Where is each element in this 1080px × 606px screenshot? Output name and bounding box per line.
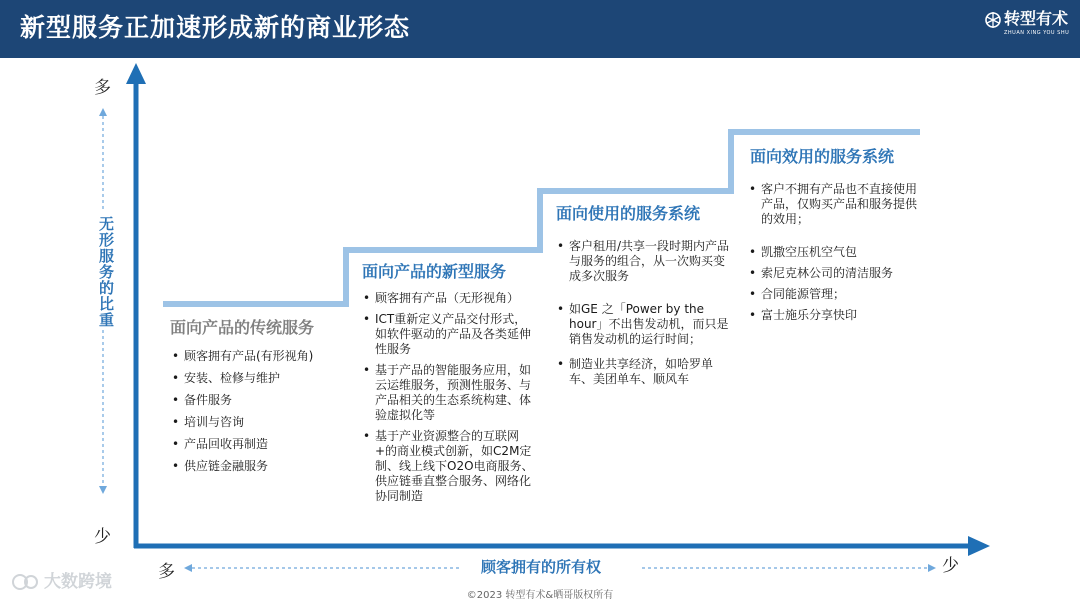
stage-2-title: 面向产品的新型服务 (362, 262, 507, 281)
x-dashed-arrow-right (928, 564, 936, 572)
list-item: • 培训与咨询 (170, 415, 345, 430)
list-item: • 客户不拥有产品也不直接使用产品，仅购买产品和服务提供的效用； (747, 182, 923, 227)
stage-4-list (747, 182, 923, 329)
stage-2-list (361, 291, 537, 510)
x-axis-right-label: 少 (942, 556, 959, 576)
y-axis-bottom-label: 少 (94, 527, 111, 547)
page-title: 新型服务正加速形成新的商业形态 (20, 13, 411, 42)
list-item: • 基于产业资源整合的互联网+的商业模式创新，如C2M定制、线上线下O2O电商服务、供应链垂直整合服务、网络化协同制造 (361, 429, 537, 504)
list-item: • ICT重新定义产品交付形式，如软件驱动的产品及各类延伸性服务 (361, 312, 537, 357)
copyright-text: ©2023 转型有术&晒哥版权所有 (466, 590, 614, 601)
list-item: • 顾客拥有产品（无形视角） (361, 291, 537, 306)
list-item: • 产品回收再制造 (170, 437, 345, 452)
logo-text: 转型有术 (1004, 9, 1069, 28)
list-item: • 安装、检修与维护 (170, 371, 345, 386)
stage-1-title: 面向产品的传统服务 (170, 318, 315, 337)
y-axis-arrowhead (126, 63, 146, 84)
list-item: • 凯撒空压机空气包 (747, 245, 923, 260)
stage-3-title: 面向使用的服务系统 (556, 204, 701, 223)
list-item: • 顾客拥有产品(有形视角) (170, 349, 345, 364)
stage-3-list (555, 239, 731, 393)
x-axis-arrowhead (968, 536, 990, 556)
list-item: • 富士施乐分享快印 (747, 308, 923, 323)
x-axis-left-label: 多 (158, 562, 175, 582)
y-axis-top-label: 多 (94, 78, 111, 98)
list-item: • 如GE 之「Power by the hour」不出售发动机，而只是销售发动机的运行时间； (555, 302, 731, 347)
list-item: • 备件服务 (170, 393, 345, 408)
y-dashed-arrow-up (99, 108, 107, 116)
stage-1-list (170, 349, 345, 481)
stage-4-title: 面向效用的服务系统 (750, 147, 895, 166)
list-item: • 客户租用/共享一段时期内产品与服务的组合，从一次购买变成多次服务 (555, 239, 731, 284)
list-item: • 制造业共享经济，如哈罗单车、美团单车、顺风车 (555, 357, 731, 387)
x-dashed-arrow-left (184, 564, 192, 572)
y-axis-title: 无形服务的比重 (97, 216, 115, 328)
y-dashed-arrow-down (99, 486, 107, 494)
watermark-text: 大数跨境 (44, 572, 112, 592)
list-item: • 供应链金融服务 (170, 459, 345, 474)
list-item: • 合同能源管理； (747, 287, 923, 302)
x-axis-title: 顾客拥有的所有权 (480, 558, 601, 576)
logo-subtext: ZHUAN XING YOU SHU (1004, 30, 1070, 36)
list-item: • 索尼克林公司的清洁服务 (747, 266, 923, 281)
list-item: • 基于产品的智能服务应用，如云运维服务，预测性服务、与产品相关的生态系统构建、体验虚拟化等 (361, 363, 537, 423)
